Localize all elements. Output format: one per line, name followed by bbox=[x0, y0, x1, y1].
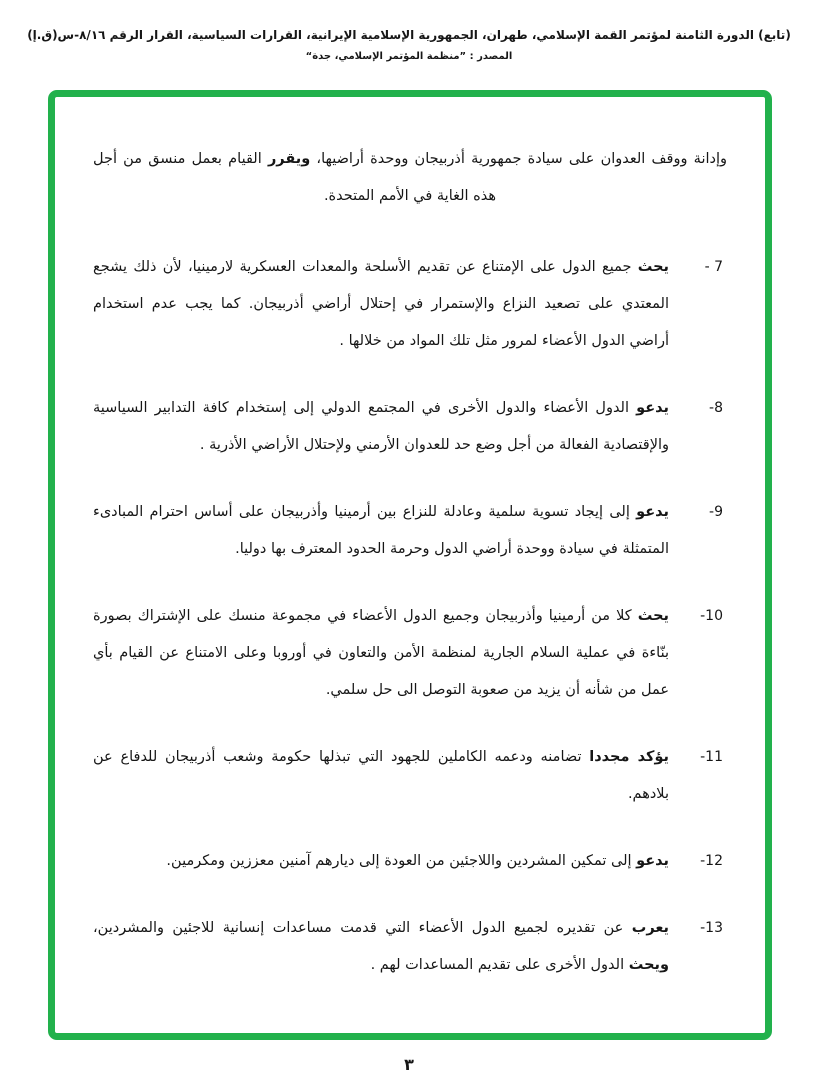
paragraph-text: يدعو إلى إيجاد تسوية سلمية وعادلة للنزاع بين أرمينيا وأذربيجان على أساس احترام المبادىء المتمثلة في سيادة ووحدة أراضي الدول وحرمة الحدود المعترف بها دوليا. bbox=[93, 504, 669, 557]
resolution-paragraph bbox=[93, 598, 727, 709]
paragraph-text: يحث كلا من أرمينيا وأذربيجان وجميع الدول الأعضاء في مجموعة منسك على الإشتراك بصورة بنّاءة في عملية السلام الجارية لمنظمة الأمن والتعاون في أوروبا وعلى الامتناع عن القيام بأي عمل من شأنه أن يزيد من صعوبة التوصل الى حل سلمي. bbox=[93, 608, 669, 698]
resolution-paragraph bbox=[93, 843, 727, 880]
page-number: ٣ bbox=[404, 1055, 414, 1074]
paragraph-list bbox=[93, 141, 727, 984]
resolution-paragraph bbox=[93, 249, 727, 360]
paragraph-text: يحث جميع الدول على الإمتناع عن تقديم الأسلحة والمعدات العسكرية لارمينيا، لأن ذلك يشجع المعتدي على تصعيد النزاع والإستمرار في إحتلال أراضي أذربيجان. كما يجب عدم استخدام أراضي الدول الأعضاء لمرور مثل تلك المواد من خلالها . bbox=[93, 259, 669, 349]
resolution-paragraph bbox=[93, 390, 727, 464]
paragraph-text: يعرب عن تقديره لجميع الدول الأعضاء التي قدمت مساعدات إنسانية للاجئين والمشردين، ويحث الدول الأخرى على تقديم المساعدات لهم . bbox=[93, 920, 669, 973]
paragraph-text: وإدانة ووقف العدوان على سيادة جمهورية أذربيجان ووحدة أراضيها، ويقرر القيام بعمل منسق من أجل هذه الغاية في الأمم المتحدة. bbox=[93, 151, 727, 204]
paragraph-text: يؤكد مجددا تضامنه ودعمه الكاملين للجهود التي تبذلها حكومة وشعب أذربيجان للدفاع عن بلادهم. bbox=[93, 749, 669, 802]
header-title: (تابع) الدورة الثامنة لمؤتمر القمة الإسلامي، طهران، الجمهورية الإسلامية الإيرانية، القرارات السياسية، القرار الرقم ٨/١٦-س(ق.إ) bbox=[27, 28, 791, 42]
paragraph-number: 13- bbox=[700, 920, 723, 936]
paragraph-number: 9- bbox=[709, 504, 723, 520]
paragraph-text: يدعو الدول الأعضاء والدول الأخرى في المجتمع الدولي إلى إستخدام كافة التدابير السياسية والإقتصادية الفعالة من أجل وضع حد للعدوان الأرمني ولإحتلال الأراضي الأذرية . bbox=[93, 400, 669, 453]
paragraph-number: 11- bbox=[700, 749, 723, 765]
resolution-paragraph bbox=[93, 910, 727, 984]
paragraph-number: 10- bbox=[700, 608, 723, 624]
document-header bbox=[0, 28, 818, 62]
paragraph-text: يدعو إلى تمكين المشردين واللاجئين من العودة إلى ديارهم آمنين معززين ومكرمين. bbox=[166, 853, 669, 869]
paragraph-number: 7 - bbox=[704, 259, 723, 275]
resolution-paragraph bbox=[93, 739, 727, 813]
header-source: المصدر : ”منظمة المؤتمر الإسلامي، جدة“ bbox=[305, 51, 513, 62]
content-border-frame bbox=[48, 90, 772, 1040]
paragraph-number: 12- bbox=[700, 853, 723, 869]
paragraph-number: 8- bbox=[709, 400, 723, 416]
continuation-paragraph bbox=[93, 141, 727, 215]
resolution-paragraph bbox=[93, 494, 727, 568]
